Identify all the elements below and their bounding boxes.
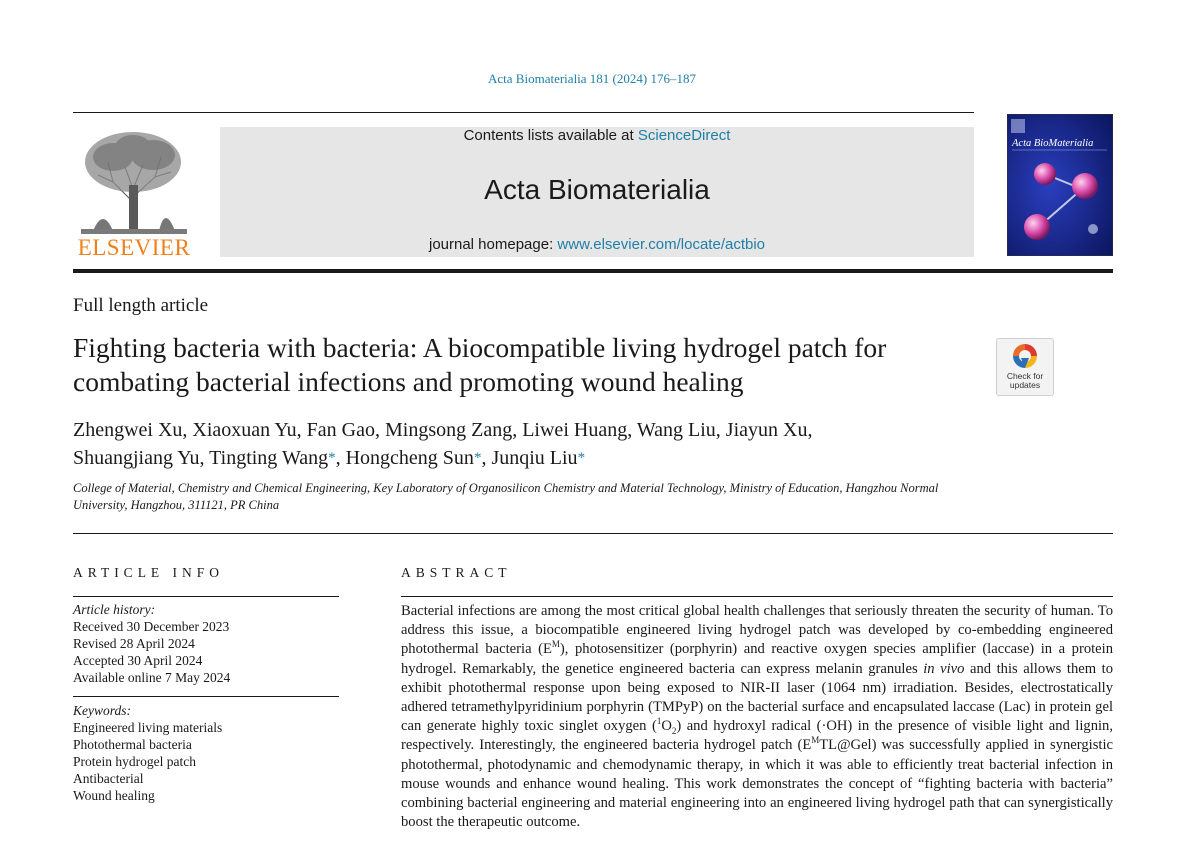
author-name[interactable]: Tingting Wang [209, 447, 329, 469]
abstract-rule [401, 596, 1113, 597]
check-updates-line1: Check for [1006, 371, 1044, 381]
check-for-updates-button[interactable] [996, 338, 1054, 396]
history-online: Available online 7 May 2024 [73, 670, 231, 685]
homepage-line [220, 236, 974, 253]
author-separator: , [199, 447, 210, 469]
journal-citation[interactable]: Acta Biomaterialia 181 (2024) 176–187 [488, 71, 696, 86]
journal-title: Acta Biomaterialia [484, 174, 710, 205]
contents-line [220, 127, 974, 144]
keyword-item: Wound healing [73, 788, 155, 803]
history-received: Received 30 December 2023 [73, 619, 230, 634]
header-rule [73, 112, 974, 113]
corresponding-author-icon[interactable]: * [328, 450, 336, 466]
keywords-rule [73, 696, 339, 697]
header-thick-rule [73, 269, 1113, 273]
check-updates-icon [1011, 342, 1039, 372]
journal-cover[interactable] [1007, 114, 1113, 256]
author-name[interactable]: Fan Gao [306, 419, 375, 441]
keyword-item: Protein hydrogel patch [73, 754, 196, 769]
author-name[interactable]: Shuangjiang Yu [73, 447, 200, 469]
section-rule [73, 533, 1113, 534]
corresponding-author-icon[interactable]: * [473, 450, 482, 466]
cover-title: Acta BioMaterialia [1012, 138, 1094, 149]
author-separator: , [512, 419, 523, 441]
author-name[interactable]: Hongcheng Sun [345, 447, 474, 469]
author-name[interactable]: Junqiu Liu [491, 447, 578, 469]
author-name[interactable]: Zhengwei Xu [73, 419, 183, 441]
keyword-item: Photothermal bacteria [73, 737, 192, 752]
sciencedirect-link[interactable]: ScienceDirect [637, 127, 731, 144]
author-name[interactable]: Wang Liu [636, 419, 716, 441]
article-title: Fighting bacteria with bacteria: A biocompatible living hydrogel patch for combating bacterial infections and promoting wound healing [73, 332, 887, 397]
history-accepted: Accepted 30 April 2024 [73, 653, 203, 668]
author-list [73, 416, 973, 472]
abstract-heading: ABSTRACT [401, 565, 512, 580]
affiliation: College of Material, Chemistry and Chemical Engineering, Key Laboratory of Organosilicon Chemistry and Material Technology, Ministry of Education, Hangzhou Normal University, Hangzhou, 311121, PR China [73, 481, 939, 512]
author-separator: , [335, 447, 346, 469]
author-separator: , [481, 447, 492, 469]
history-label: Article history: [73, 602, 156, 617]
check-updates-line2: updates [1009, 380, 1041, 390]
abstract-text: Bacterial infections are among the most critical global health challenges that seriously threaten the security of human. To address this issue, a biocompatible engineered living hydrogel patch was developed by co-embedding engineered photothermal bacteria $(E^M)$, photosensitizer (porphyrin) and reactive oxygen species amplifier (laccase) in a protein hydrogel. Remarkably, the genetice engineered bacteria can express melanin granules in vivo and this allows them to exhibit photothermal response upon being exposed to NIR-II laser (1064 nm) irradiation. Besides, electrostatically adhered tetramethylpyridinium porphyrin (TMPyP) on the bacterial surface and encapsulated laccase (Lac) in protein gel can generate highly toxic singlet oxygen $(^1O_2)$ and hydroxyl radical (·OH) in the presence of visible light and lignin, respectively. Interestingly, the engineered bacteria hydrogel patch $(E^MTL@Gel)$ was successfully applied in synergistic photothermal, photodynamic and chemodynamic therapy, in which it was able to efficiently treat bacterial infection in mouse wounds and enhance wound healing. This work demonstrates the concept of “fighting bacteria with bacteria” combining bacterial engineering and material engineering into an engineered living hydrogel path that can synergistically boost the therapeutic outcome. [401, 603, 1114, 831]
journal-banner [220, 127, 974, 257]
author-name[interactable]: Mingsong Zang [385, 419, 513, 441]
keywords-label: Keywords: [73, 703, 131, 718]
author-separator: , [296, 419, 307, 441]
check-updates-text [997, 372, 1053, 390]
article-info-heading: ARTICLE INFO [73, 565, 225, 580]
corresponding-author-icon[interactable]: * [577, 450, 586, 466]
author-separator: , [807, 419, 813, 441]
homepage-prefix: journal homepage: [428, 236, 558, 253]
author-name[interactable]: Liwei Huang [522, 419, 628, 441]
article-history [73, 601, 339, 686]
author-name[interactable]: Jiayun Xu [725, 419, 808, 441]
article-info-rule [73, 596, 339, 597]
contents-prefix: Contents lists available at [463, 127, 638, 144]
article-type: Full length article [73, 295, 209, 316]
author-name[interactable]: Xiaoxuan Yu [192, 419, 297, 441]
keywords [73, 702, 339, 804]
history-revised: Revised 28 April 2024 [73, 636, 195, 651]
homepage-link[interactable]: www.elsevier.com/locate/actbio [557, 236, 766, 253]
author-separator: , [715, 419, 726, 441]
author-separator: , [182, 419, 193, 441]
author-separator: , [627, 419, 637, 441]
keyword-item: Engineered living materials [73, 720, 223, 735]
author-separator: , [375, 419, 385, 441]
elsevier-wordmark: ELSEVIER [77, 235, 191, 260]
keyword-item: Antibacterial [73, 771, 144, 786]
